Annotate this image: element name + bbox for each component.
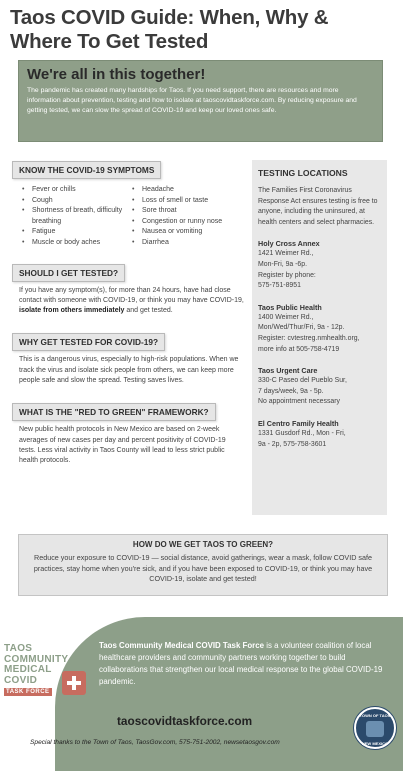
- locations-intro: The Families First Coronavirus Response Act ensures testing is free to anyone, including the uninsured, at health centers and select pharmacies.: [258, 187, 378, 226]
- location-name: Taos Urgent Care: [258, 366, 318, 376]
- location-line: No appointment necessary: [258, 398, 340, 406]
- left-column: [12, 160, 244, 467]
- website-link[interactable]: taoscovidtaskforce.com: [117, 714, 253, 728]
- symptom-item: • Shortness of breath, difficulty breathing: [22, 206, 132, 227]
- town-seal-icon: [354, 707, 396, 749]
- should-test-emphasis: isolate from others immediately: [19, 307, 125, 315]
- location-line: 1421 Weimer Rd.,: [258, 250, 314, 258]
- location-item: [258, 302, 381, 355]
- footer-panel: [30, 617, 403, 771]
- symptom-item: • Cough: [22, 196, 132, 207]
- why-test-heading: WHY GET TESTED FOR COVID-19?: [12, 333, 165, 351]
- symptoms-list: [12, 185, 244, 249]
- logo-line: MEDICAL: [4, 664, 52, 675]
- logo-line: COVID: [4, 674, 38, 686]
- framework-section: [12, 402, 244, 466]
- framework-text: New public health protocols in New Mexico are based on 2-week averages of new cases per day and percent positivity of COVID-19 tests. Less viral activity in Taos County will lead to less strict public health protocols.: [19, 426, 226, 465]
- location-name: El Centro Family Health: [258, 418, 339, 428]
- task-force-logo: [4, 644, 92, 700]
- logo-tag: TASK FORCE: [6, 689, 50, 695]
- task-force-description: is a volunteer coalition of local healthcare providers and community partners working together to build collaborations that strengthen our local medical response to the global COVID-19 pandemic.: [99, 641, 383, 686]
- location-name: Taos Public Health: [258, 302, 322, 312]
- logo-line: TAOS: [4, 643, 33, 654]
- page-title: Taos COVID Guide: When, Why & Where To Get Tested: [10, 6, 329, 53]
- why-test-section: [12, 332, 244, 386]
- location-item: [258, 365, 381, 408]
- location-line: 330-C Paseo del Pueblo Sur,: [258, 377, 347, 385]
- task-force-name: Taos Community Medical COVID Task Force: [99, 641, 265, 650]
- location-line: Register by phone:: [258, 271, 316, 279]
- symptoms-column-1: [22, 185, 132, 249]
- symptom-item: • Headache: [132, 185, 222, 196]
- symptom-item: • Muscle or body aches: [22, 238, 132, 249]
- green-text: Reduce your exposure to COVID-19 — social distance, avoid gatherings, wear a mask, follow COVID safe practices, stay home when you're sick, and if you have been exposed to COVID-19, or think you may have COVID-19, isolate and get tested!: [33, 553, 373, 583]
- seal-bottom-text: NEW MEXICO: [361, 741, 389, 746]
- location-line: Mon-Fri, 9a -6p.: [258, 260, 308, 268]
- should-test-section: [12, 263, 244, 317]
- hero-banner: [18, 60, 383, 142]
- symptom-item: • Loss of smell or taste: [132, 196, 222, 207]
- should-test-heading: SHOULD I GET TESTED?: [12, 264, 125, 282]
- seal-top-text: TOWN OF TAOS: [359, 713, 391, 718]
- location-line: 1400 Weimer Rd.,: [258, 313, 314, 321]
- location-line: Register: cvtestreg.nmhealth.org,: [258, 334, 360, 342]
- symptoms-section: [12, 160, 244, 249]
- location-line: 7 days/week, 9a - 5p.: [258, 387, 324, 395]
- location-line: 1331 Gusdorf Rd., Mon - Fri,: [258, 429, 346, 437]
- logo-line: COMMUNITY: [4, 653, 69, 665]
- thanks-text: Special thanks to the Town of Taos, TaosGov.com, 575-751-2002, newsetaosgov.com: [30, 739, 280, 746]
- should-test-text: [12, 286, 244, 317]
- location-line: 575-751-8951: [258, 282, 301, 290]
- hero-heading: We're all in this together!: [27, 66, 206, 83]
- testing-locations-panel: [252, 160, 387, 515]
- hero-text: The pandemic has created many hardships for Taos. If you need support, there are resources and more information about prevention, testing and how to isolate at taoscovidtaskforce.com. By reducing exposure and getting tested, we can slow the spread of COVID-19 and keep our loved ones safe.: [27, 87, 357, 114]
- task-force-blurb: [99, 640, 389, 688]
- location-line: more info at 505-758-4719: [258, 345, 340, 353]
- should-test-text-part: If you have any symptom(s), for more than 24 hours, have had close contact with someone with COVID-19, or think you may have COVID-19,: [19, 286, 244, 304]
- symptom-item: • Sore throat: [132, 206, 222, 217]
- seal-emblem: [366, 721, 384, 737]
- green-heading: HOW DO WE GET TAOS TO GREEN?: [132, 540, 274, 549]
- framework-heading: WHAT IS THE "RED TO GREEN" FRAMEWORK?: [12, 403, 216, 421]
- symptoms-column-2: [132, 185, 222, 249]
- should-test-text-part: and get tested.: [124, 307, 173, 315]
- locations-heading: TESTING LOCATIONS: [258, 168, 348, 178]
- location-line: 9a - 2p, 575-758-3601: [258, 440, 327, 448]
- location-line: Mon/Wed/Thur/Fri, 9a - 12p.: [258, 324, 345, 332]
- location-item: [258, 418, 381, 450]
- location-name: Holy Cross Annex: [258, 239, 320, 249]
- why-test-text: This is a dangerous virus, especially to high-risk populations. When we track the virus and isolate sick people from others, we can keep more people safe and slow the spread. Testing saves lives.: [19, 356, 239, 385]
- symptom-item: • Diarrhea: [132, 238, 222, 249]
- symptom-item: • Fatigue: [22, 227, 132, 238]
- symptoms-heading: KNOW THE COVID-19 SYMPTOMS: [12, 161, 161, 179]
- symptom-item: • Nausea or vomiting: [132, 227, 222, 238]
- location-item: [258, 238, 381, 291]
- medical-cross-icon: [62, 671, 86, 695]
- symptom-item: • Fever or chills: [22, 185, 132, 196]
- symptom-item: • Congestion or runny nose: [132, 217, 222, 228]
- get-to-green-box: [18, 534, 388, 596]
